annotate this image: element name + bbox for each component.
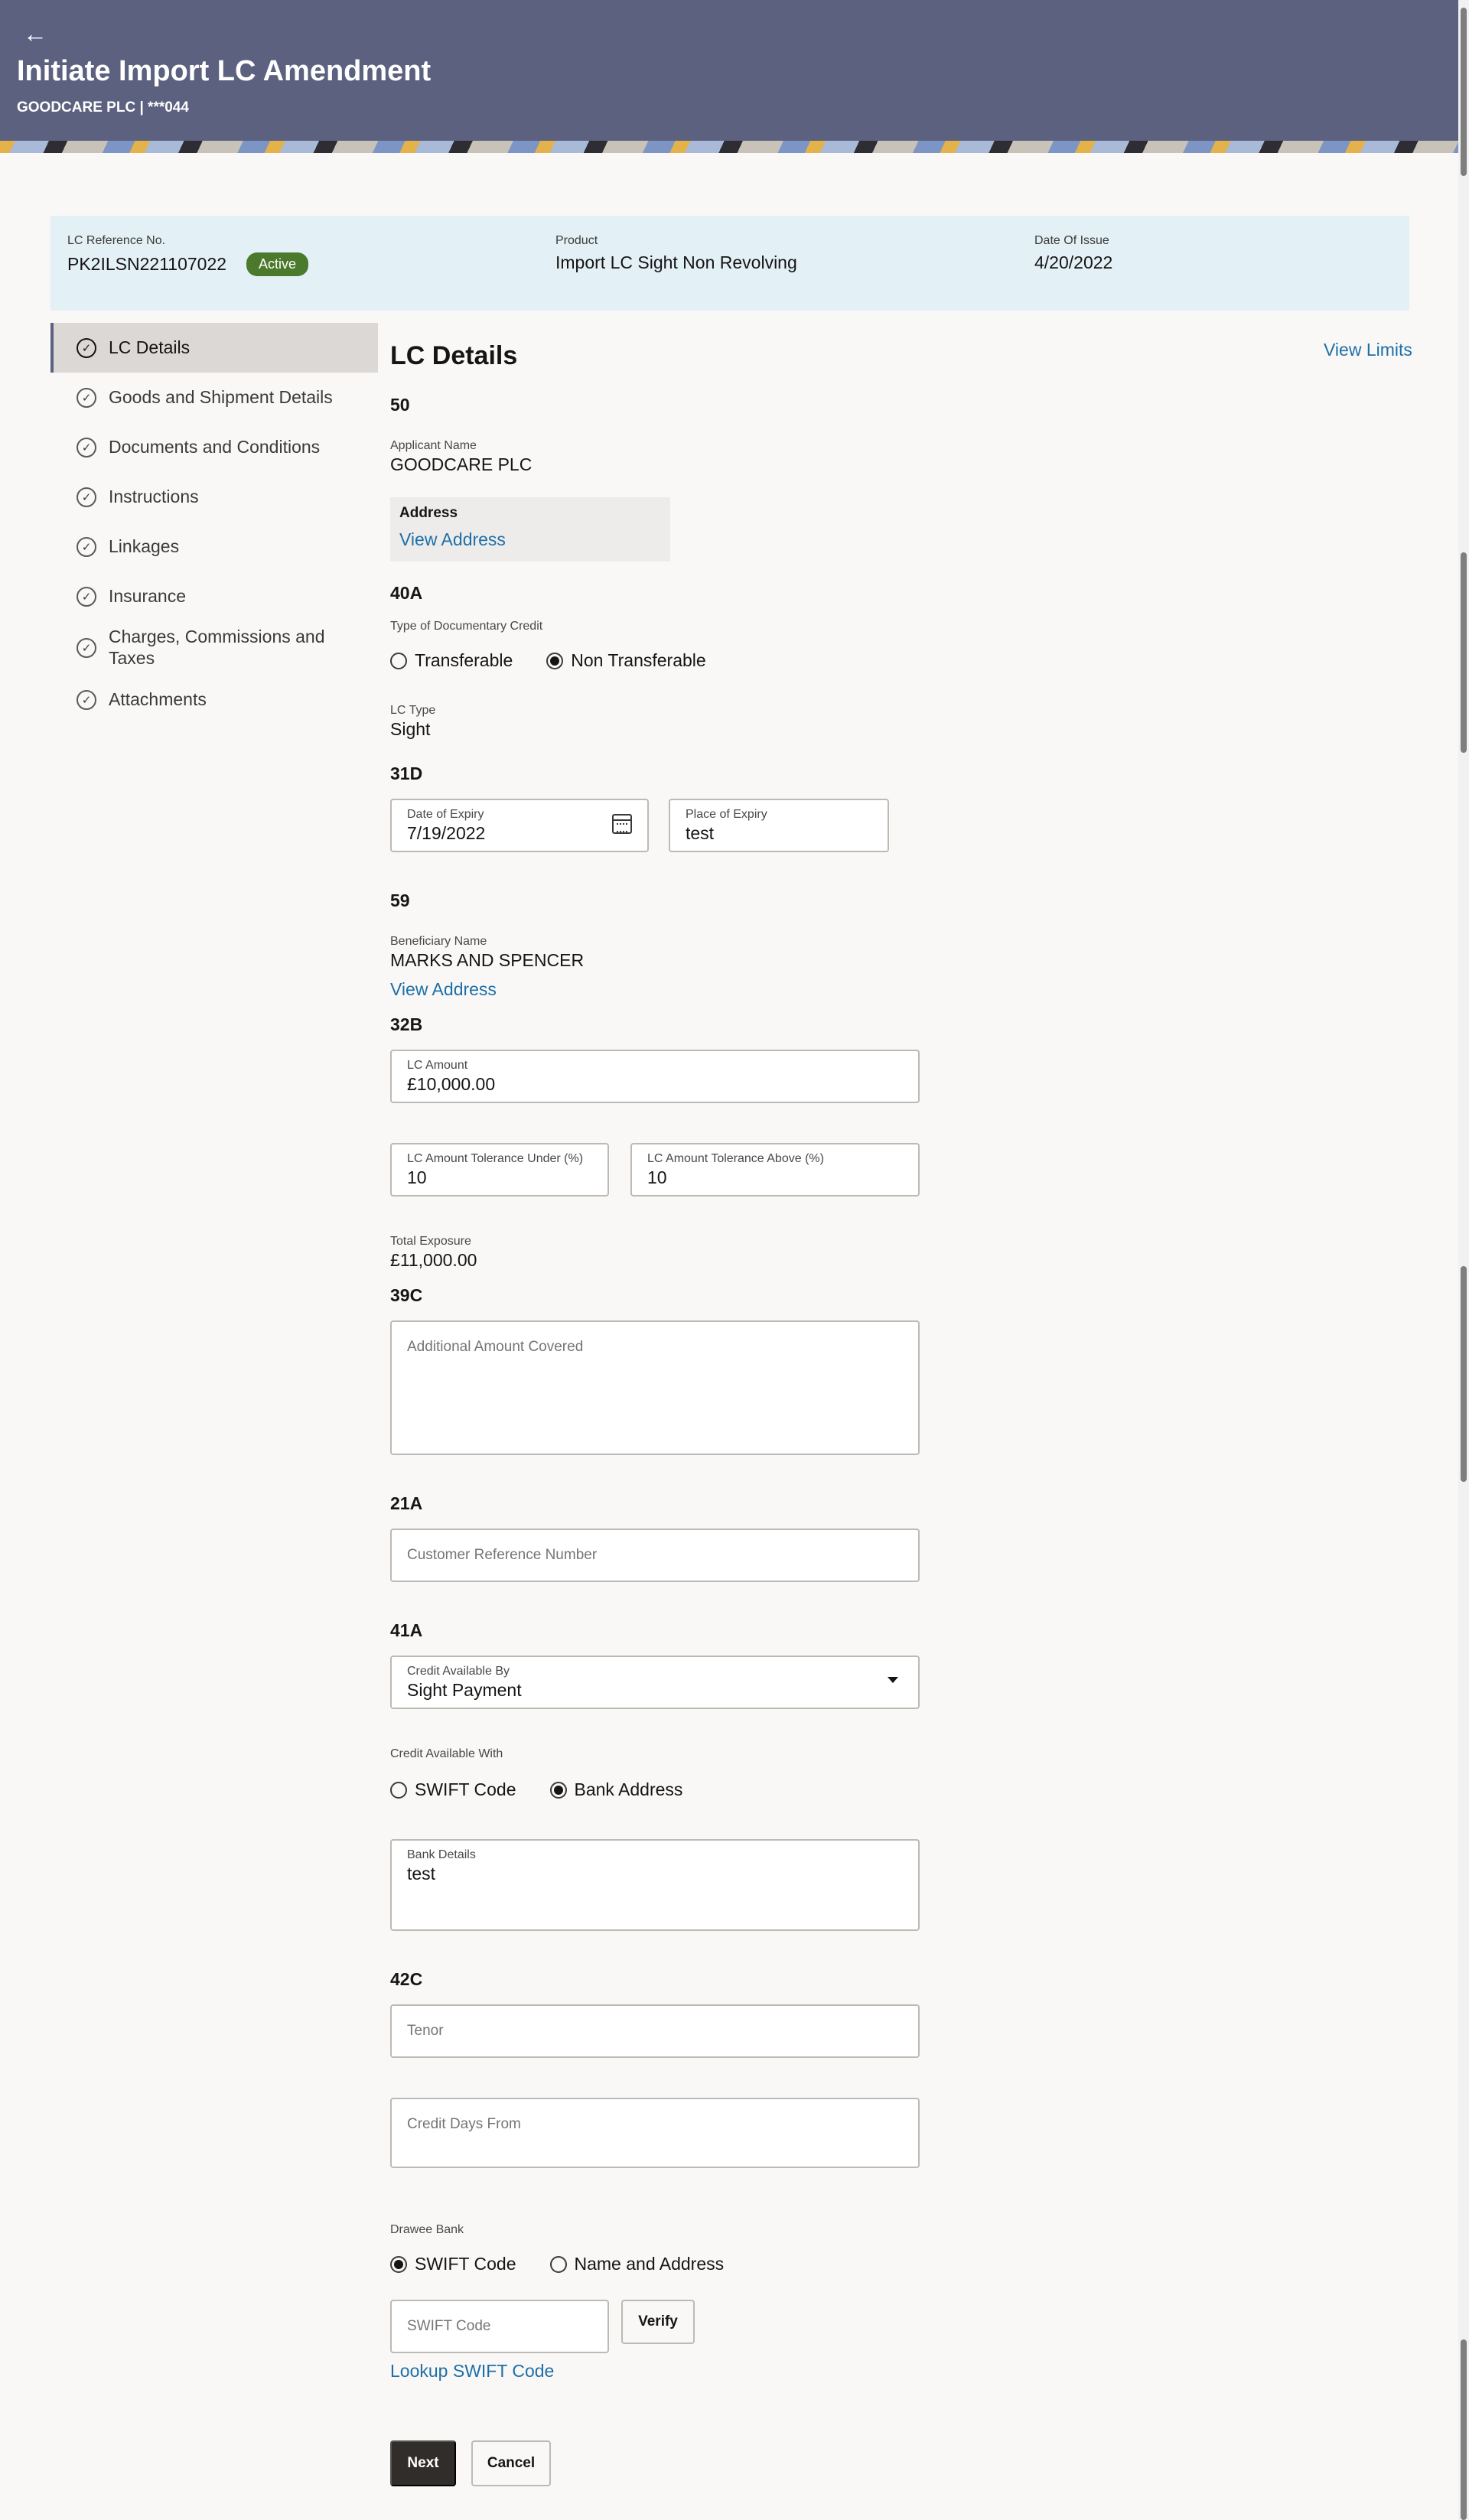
scrollbar-thumb[interactable] bbox=[1461, 2339, 1467, 2520]
check-circle-icon: ✓ bbox=[77, 638, 96, 658]
radio-bank-address[interactable]: Bank Address bbox=[550, 1779, 683, 1800]
scrollbar[interactable] bbox=[1458, 0, 1469, 2520]
credit-available-by-value: Sight Payment bbox=[407, 1680, 522, 1700]
radio-button[interactable] bbox=[390, 1782, 407, 1799]
radio-button-selected[interactable] bbox=[390, 2256, 407, 2273]
page-header bbox=[0, 0, 1458, 153]
radio-button[interactable] bbox=[390, 653, 407, 669]
nav-item-linkages[interactable]: ✓ Linkages bbox=[50, 522, 378, 571]
field-tag-31d: 31D bbox=[390, 763, 423, 783]
radio-button-selected[interactable] bbox=[546, 653, 563, 669]
status-badge: Active bbox=[246, 252, 308, 276]
lc-type-value: Sight bbox=[390, 719, 431, 739]
radio-transferable[interactable]: Transferable bbox=[390, 650, 513, 671]
lc-type-label: LC Type bbox=[390, 704, 436, 717]
date-of-issue bbox=[1034, 234, 1112, 273]
check-circle-icon: ✓ bbox=[77, 388, 96, 408]
date-of-expiry-field[interactable]: Date of Expiry 7/19/2022 bbox=[390, 799, 649, 852]
check-circle-icon: ✓ bbox=[77, 537, 96, 557]
customer-reference-input[interactable] bbox=[407, 1547, 903, 1564]
field-tag-39c: 39C bbox=[390, 1285, 423, 1305]
check-circle-icon: ✓ bbox=[77, 438, 96, 457]
applicant-address-box bbox=[390, 497, 670, 562]
check-circle-icon: ✓ bbox=[77, 587, 96, 607]
date-of-issue-value: 4/20/2022 bbox=[1034, 252, 1113, 272]
lc-reference bbox=[67, 234, 308, 276]
scrollbar-thumb[interactable] bbox=[1461, 1266, 1467, 1482]
radio-button[interactable] bbox=[550, 2256, 567, 2273]
field-tag-40a: 40A bbox=[390, 583, 423, 603]
verify-button[interactable]: Verify bbox=[621, 2300, 695, 2344]
nav-item-lc-details[interactable]: ✓ LC Details bbox=[50, 323, 378, 373]
nav-item-documents-conditions[interactable]: ✓ Documents and Conditions bbox=[50, 422, 378, 472]
nav-item-charges[interactable]: ✓ Charges, Commissions and Taxes bbox=[50, 621, 378, 675]
credit-available-with-radio-group bbox=[390, 1779, 716, 1800]
page-subtitle: GOODCARE PLC | ***044 bbox=[17, 99, 189, 116]
view-address-link[interactable]: View Address bbox=[399, 529, 506, 549]
back-arrow-icon[interactable]: ← bbox=[23, 20, 47, 47]
cancel-button[interactable]: Cancel bbox=[471, 2440, 551, 2486]
lc-summary-banner bbox=[50, 216, 1409, 311]
product-label: Product bbox=[555, 234, 598, 247]
section-title: LC Details bbox=[390, 341, 518, 370]
lc-reference-label: LC Reference No. bbox=[67, 234, 166, 247]
doc-credit-type-label: Type of Documentary Credit bbox=[390, 620, 543, 633]
decorative-band bbox=[0, 141, 1458, 153]
product-value: Import LC Sight Non Revolving bbox=[555, 252, 797, 272]
lc-amount-input[interactable] bbox=[407, 1074, 903, 1095]
beneficiary-view-address-link[interactable]: View Address bbox=[390, 979, 497, 999]
tenor-field[interactable] bbox=[390, 2004, 920, 2058]
drawee-bank-radio-group bbox=[390, 2254, 757, 2274]
beneficiary-name-label: Beneficiary Name bbox=[390, 935, 487, 948]
field-tag-41a: 41A bbox=[390, 1620, 423, 1640]
view-limits-link[interactable]: View Limits bbox=[1324, 340, 1412, 360]
additional-amount-textarea[interactable] bbox=[407, 1339, 903, 1431]
bank-details-textarea[interactable] bbox=[407, 1864, 903, 1917]
lc-reference-value: PK2ILSN221107022 bbox=[67, 254, 227, 274]
check-circle-icon: ✓ bbox=[77, 487, 96, 507]
tenor-input[interactable] bbox=[407, 2023, 903, 2040]
credit-available-by-select[interactable]: Credit Available By Sight Payment bbox=[390, 1656, 920, 1709]
place-of-expiry-input[interactable] bbox=[686, 823, 872, 844]
radio-swift-code[interactable]: SWIFT Code bbox=[390, 1779, 516, 1800]
calendar-icon[interactable] bbox=[612, 814, 632, 834]
field-tag-21a: 21A bbox=[390, 1493, 423, 1513]
section-nav bbox=[50, 323, 378, 724]
beneficiary-name-value: MARKS AND SPENCER bbox=[390, 950, 585, 970]
customer-reference-field[interactable] bbox=[390, 1529, 920, 1582]
place-of-expiry-field[interactable]: Place of Expiry test bbox=[669, 799, 889, 852]
field-tag-50: 50 bbox=[390, 395, 410, 415]
field-tag-59: 59 bbox=[390, 890, 410, 910]
date-of-expiry-input[interactable] bbox=[407, 823, 632, 844]
scrollbar-thumb[interactable] bbox=[1461, 552, 1467, 753]
check-circle-icon: ✓ bbox=[77, 690, 96, 710]
scrollbar-thumb[interactable] bbox=[1461, 8, 1467, 176]
drawee-bank-label: Drawee Bank bbox=[390, 2223, 464, 2236]
nav-item-goods-shipment[interactable]: ✓ Goods and Shipment Details bbox=[50, 373, 378, 422]
chevron-down-icon[interactable] bbox=[888, 1677, 898, 1683]
radio-non-transferable[interactable]: Non Transferable bbox=[546, 650, 705, 671]
swift-code-input[interactable] bbox=[407, 2318, 592, 2335]
credit-available-with-label: Credit Available With bbox=[390, 1747, 503, 1760]
additional-amount-field[interactable] bbox=[390, 1320, 920, 1455]
field-tag-42c: 42C bbox=[390, 1969, 423, 1989]
radio-button-selected[interactable] bbox=[550, 1782, 567, 1799]
tolerance-under-input[interactable] bbox=[407, 1167, 592, 1188]
tolerance-above-input[interactable] bbox=[647, 1167, 903, 1188]
applicant-name-value: GOODCARE PLC bbox=[390, 454, 533, 474]
product bbox=[555, 234, 797, 273]
credit-days-from-input[interactable] bbox=[407, 2116, 903, 2133]
check-circle-icon: ✓ bbox=[77, 338, 96, 358]
field-tag-32b: 32B bbox=[390, 1014, 423, 1034]
lookup-swift-code-link[interactable]: Lookup SWIFT Code bbox=[390, 2361, 555, 2381]
bank-details-field[interactable]: Bank Details test bbox=[390, 1839, 920, 1931]
nav-item-insurance[interactable]: ✓ Insurance bbox=[50, 571, 378, 621]
total-exposure-label: Total Exposure bbox=[390, 1235, 471, 1248]
nav-item-attachments[interactable]: ✓ Attachments bbox=[50, 675, 378, 724]
tolerance-under-field[interactable]: LC Amount Tolerance Under (%) 10 bbox=[390, 1143, 609, 1197]
swift-code-field[interactable] bbox=[390, 2300, 609, 2353]
doc-credit-type-radio-group bbox=[390, 650, 740, 671]
tolerance-above-field[interactable]: LC Amount Tolerance Above (%) 10 bbox=[630, 1143, 920, 1197]
credit-days-from-field[interactable] bbox=[390, 2098, 920, 2168]
nav-item-instructions[interactable]: ✓ Instructions bbox=[50, 472, 378, 522]
radio-drawee-swift-code[interactable]: SWIFT Code bbox=[390, 2254, 516, 2274]
lc-amount-field[interactable]: LC Amount £10,000.00 bbox=[390, 1050, 920, 1103]
total-exposure-value: £11,000.00 bbox=[390, 1250, 477, 1270]
next-button[interactable]: Next bbox=[390, 2440, 456, 2486]
applicant-name-label: Applicant Name bbox=[390, 439, 477, 452]
date-of-issue-label: Date Of Issue bbox=[1034, 234, 1109, 247]
address-label: Address bbox=[399, 505, 458, 521]
page-title: Initiate Import LC Amendment bbox=[17, 55, 432, 87]
radio-drawee-name-address[interactable]: Name and Address bbox=[550, 2254, 725, 2274]
